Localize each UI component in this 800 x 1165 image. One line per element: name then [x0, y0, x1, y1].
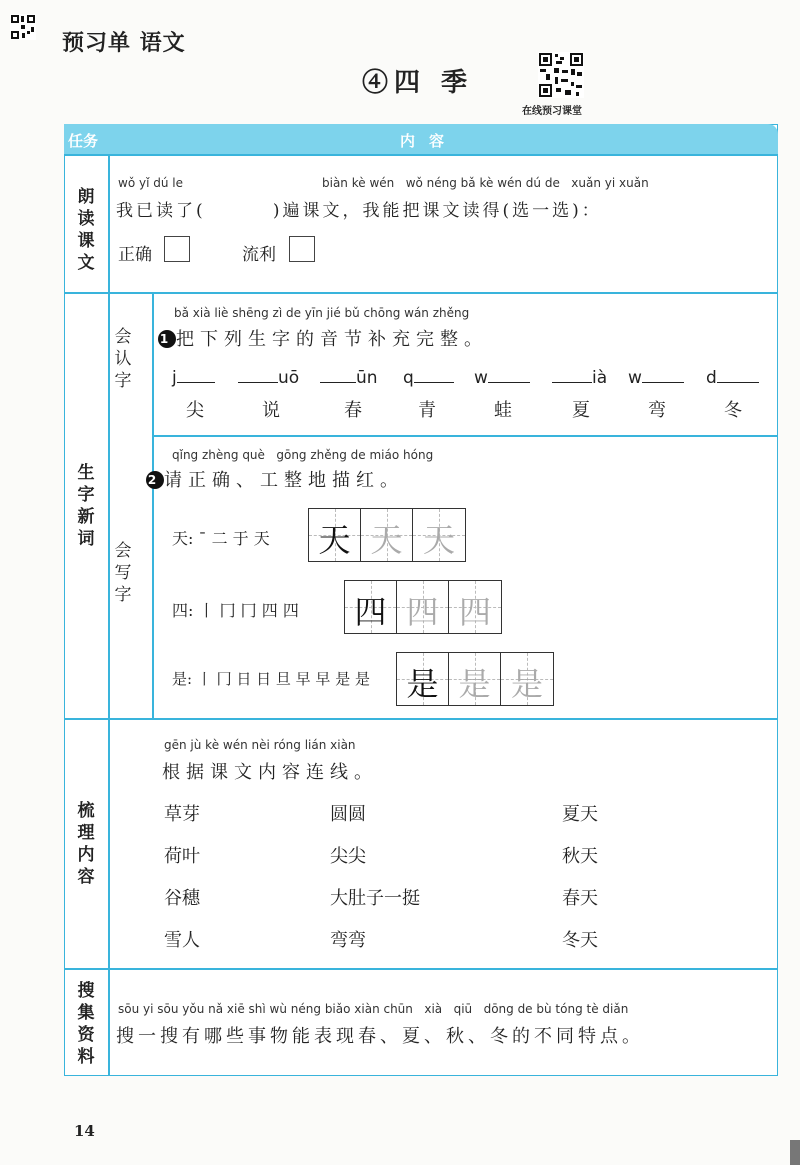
- pinyin-blank[interactable]: [403, 368, 454, 388]
- matching-instruction: 根据课文内容连线。: [162, 762, 378, 783]
- row-divider: [152, 435, 778, 437]
- match-item-right[interactable]: 秋天: [562, 846, 598, 867]
- trace-char: 四: [354, 593, 387, 631]
- table-header-task: 任务: [68, 132, 99, 150]
- grid-cell[interactable]: [413, 509, 465, 561]
- table-header-content: 内容: [400, 132, 459, 150]
- trace-char: 是: [406, 665, 439, 703]
- blank-final: ià: [592, 368, 608, 388]
- checkbox-correct[interactable]: [164, 236, 190, 262]
- match-item-left[interactable]: 荷叶: [164, 846, 200, 867]
- question-2: [146, 466, 404, 492]
- qr-caption: 在线预习课堂: [522, 106, 582, 117]
- match-item-middle[interactable]: 圆圆: [330, 804, 366, 825]
- reading-sentence: 我已读了( )遍课文，我能把课文读得(选一选)：: [116, 201, 602, 221]
- writing-grid[interactable]: [344, 580, 502, 634]
- sub-label-write: [112, 540, 134, 606]
- grid-cell: [345, 581, 397, 633]
- qr-code-icon[interactable]: [538, 52, 584, 98]
- pinyin-line: biàn kè wén wǒ néng bǎ kè wén dú de xuǎn yi xuǎn: [322, 176, 649, 190]
- target-char: 冬: [724, 400, 742, 421]
- row-divider: [64, 292, 778, 294]
- grid-cell[interactable]: [449, 653, 501, 705]
- grid-cell: [397, 653, 449, 705]
- section-label-outline: [75, 800, 97, 888]
- target-char: 夏: [572, 400, 590, 421]
- row-divider: [64, 718, 778, 720]
- blank-final: ūn: [356, 368, 378, 388]
- blank-initial: w: [474, 368, 488, 388]
- question-text: 把下列生字的音节补充完整。: [176, 329, 488, 350]
- option-label-correct: 正确: [118, 245, 152, 265]
- grid-cell[interactable]: [397, 581, 449, 633]
- option-label-fluent: 流利: [242, 245, 276, 265]
- sub-column-divider: [152, 292, 154, 718]
- pinyin-blank[interactable]: [552, 368, 607, 388]
- match-item-middle[interactable]: 弯弯: [330, 930, 366, 951]
- pinyin-line: gēn jù kè wén nèi róng lián xiàn: [164, 738, 356, 752]
- trace-char: 天: [422, 521, 455, 559]
- target-char: 蛙: [494, 400, 512, 421]
- grid-cell[interactable]: [449, 581, 501, 633]
- match-item-left[interactable]: 谷穗: [164, 888, 200, 909]
- pinyin-blank[interactable]: [706, 368, 759, 388]
- pinyin-line: sōu yi sōu yǒu nǎ xiē shì wù néng biǎo xiàn chūn xià qiū dōng de bù tóng tè diǎn: [118, 1002, 629, 1016]
- trace-char: 是: [510, 665, 543, 703]
- sub-label-text: 会认字: [114, 327, 132, 391]
- trace-char: 四: [458, 593, 491, 631]
- page-number: 14: [74, 1122, 95, 1140]
- question-1: [158, 325, 488, 351]
- writing-grid[interactable]: [396, 652, 554, 706]
- blank-initial: w: [628, 368, 642, 388]
- match-item-left[interactable]: 雪人: [164, 930, 200, 951]
- book-title: 预习单 语文: [62, 31, 186, 56]
- section-label-characters: [75, 462, 97, 550]
- section-label-text: 梳理内容: [77, 801, 95, 887]
- blank-initial: d: [706, 368, 717, 388]
- match-item-middle[interactable]: 大肚子一挺: [330, 888, 420, 909]
- pinyin-line: qǐng zhèng què gōng zhěng de miáo hóng: [172, 448, 434, 462]
- pinyin-blank[interactable]: [172, 368, 215, 388]
- section-label-reading: [75, 186, 97, 274]
- section-label-text: 生字新词: [77, 463, 95, 549]
- trace-char: 是: [458, 665, 491, 703]
- row-divider: [64, 154, 778, 156]
- row-divider: [64, 968, 778, 970]
- match-item-left[interactable]: 草芽: [164, 804, 200, 825]
- blank-initial: j: [172, 368, 177, 388]
- scrollbar-thumb[interactable]: [790, 1140, 800, 1165]
- section-label-research: [75, 980, 97, 1068]
- pinyin-blank[interactable]: [474, 368, 530, 388]
- match-item-right[interactable]: 冬天: [562, 930, 598, 951]
- research-instruction: 搜一搜有哪些事物能表现春、夏、秋、冬的不同特点。: [116, 1026, 644, 1047]
- section-label-text: 朗读课文: [77, 187, 95, 273]
- sub-label-recognize: [112, 326, 134, 392]
- match-item-right[interactable]: 夏天: [562, 804, 598, 825]
- stroke-order: 是: 丨 冂 日 日 旦 早 早 是 是: [172, 670, 370, 688]
- small-qr-code-icon: [10, 14, 36, 40]
- stroke-order: 天: ˉ 二 于 天: [172, 529, 270, 548]
- grid-cell[interactable]: [501, 653, 553, 705]
- pinyin-blank[interactable]: [628, 368, 684, 388]
- writing-grid[interactable]: [308, 508, 466, 562]
- question-text: 请正确、工整地描红。: [164, 470, 404, 491]
- sub-label-text: 会写字: [114, 541, 132, 605]
- stroke-order: 四: 丨 冂 冂 四 四: [172, 601, 299, 620]
- grid-cell[interactable]: [361, 509, 413, 561]
- trace-char: 四: [406, 593, 439, 631]
- pinyin-blank[interactable]: [320, 368, 378, 388]
- target-char: 弯: [648, 400, 666, 421]
- match-item-middle[interactable]: 尖尖: [330, 846, 366, 867]
- lesson-title: ④四 季: [362, 68, 474, 98]
- pinyin-line: bǎ xià liè shēng zì de yīn jié bǔ chōng wán zhěng: [174, 306, 470, 320]
- target-char: 尖: [186, 400, 204, 421]
- grid-cell: [309, 509, 361, 561]
- pinyin-line: wǒ yǐ dú le: [118, 176, 183, 190]
- pinyin-blank[interactable]: [238, 368, 299, 388]
- checkbox-fluent[interactable]: [289, 236, 315, 262]
- blank-final: uō: [278, 368, 300, 388]
- question-number: 1: [159, 332, 175, 346]
- section-label-text: 搜集资料: [77, 981, 95, 1067]
- match-item-right[interactable]: 春天: [562, 888, 598, 909]
- trace-char: 天: [318, 521, 351, 559]
- trace-char: 天: [370, 521, 403, 559]
- question-number: 2: [147, 473, 163, 487]
- target-char: 春: [344, 400, 362, 421]
- target-char: 说: [262, 400, 280, 421]
- target-char: 青: [418, 400, 436, 421]
- blank-initial: q: [403, 368, 414, 388]
